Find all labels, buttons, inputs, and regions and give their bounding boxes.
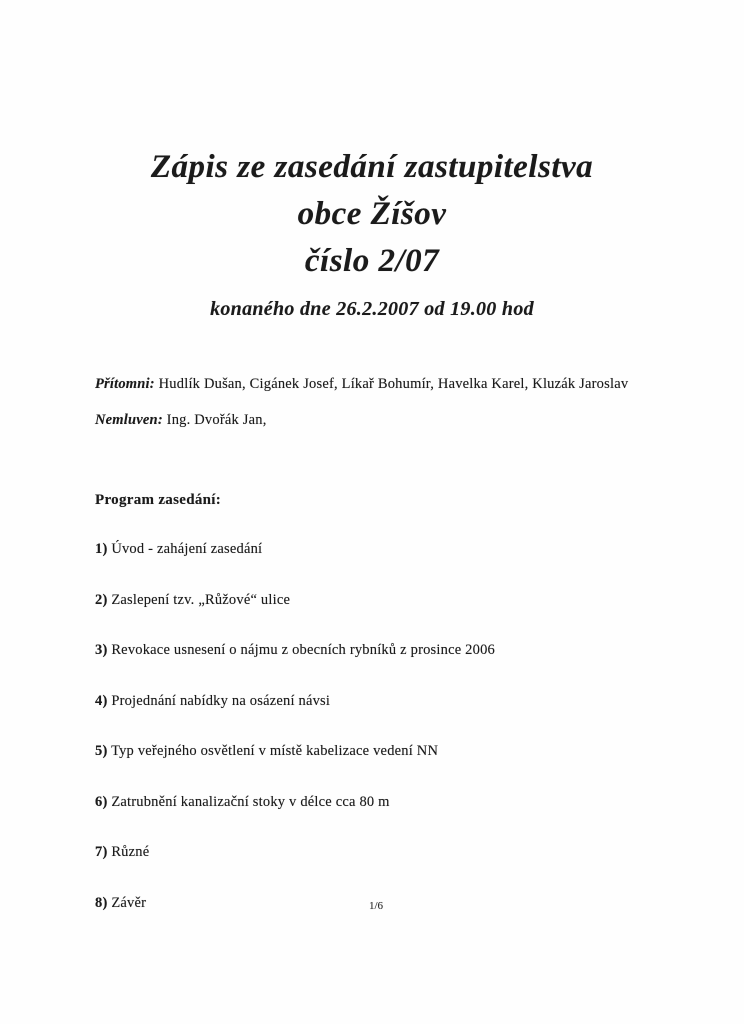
agenda-item-5 (95, 743, 695, 794)
agenda-item-text: Různé (111, 844, 150, 860)
present-names: Hudlík Dušan, Cigánek Josef, Líkař Bohumír, Havelka Karel, Kluzák Jaroslav (158, 376, 629, 392)
agenda-item-4 (95, 693, 695, 744)
agenda-item-number: 7) (95, 844, 108, 860)
absent-label: Nemluven: (95, 412, 163, 428)
agenda-item-text: Revokace usnesení o nájmu z obecních rybníků z prosince 2006 (111, 642, 495, 658)
document-title (0, 144, 744, 285)
agenda-item-text: Zaslepení tzv. „Růžové“ ulice (111, 591, 291, 608)
agenda-item-number: 1) (95, 541, 108, 557)
agenda-item-text: Zatrubnění kanalizační stoky v délce cca 80 m (111, 793, 390, 810)
attendees-present-line (95, 376, 675, 393)
present-label: Přítomni: (95, 376, 155, 392)
agenda-list (95, 541, 695, 945)
agenda-item-number: 5) (95, 743, 108, 759)
agenda-item-3 (95, 642, 695, 693)
agenda-item-number: 3) (95, 642, 108, 658)
agenda-item-1 (95, 541, 695, 592)
agenda-item-number: 4) (95, 692, 108, 709)
agenda-item-text: Závěr (111, 894, 147, 911)
agenda-heading: Program zasedání: (95, 492, 222, 508)
agenda-item-number: 2) (95, 591, 108, 608)
agenda-item-7 (95, 844, 695, 895)
title-line-2: obce Žíšov (297, 196, 447, 232)
agenda-item-6 (95, 794, 695, 845)
agenda-item-2 (95, 592, 695, 643)
attendees-absent-line (95, 412, 675, 429)
title-line-3: číslo 2/07 (304, 243, 440, 279)
agenda-item-text: Projednání nabídky na osázení návsi (111, 692, 331, 709)
agenda-item-number: 8) (95, 894, 108, 911)
agenda-item-text: Úvod - zahájení zasedání (111, 541, 263, 557)
page-number: 1/6 (368, 900, 384, 912)
absent-names: Ing. Dvořák Jan, (166, 412, 267, 428)
agenda-item-number: 6) (95, 793, 108, 810)
meeting-date-line: konaného dne 26.2.2007 od 19.00 hod (210, 298, 534, 320)
title-line-1: Zápis ze zasedání zastupitelstva (150, 149, 594, 185)
agenda-item-text: Typ veřejného osvětlení v místě kabelizace vedení NN (111, 743, 439, 759)
